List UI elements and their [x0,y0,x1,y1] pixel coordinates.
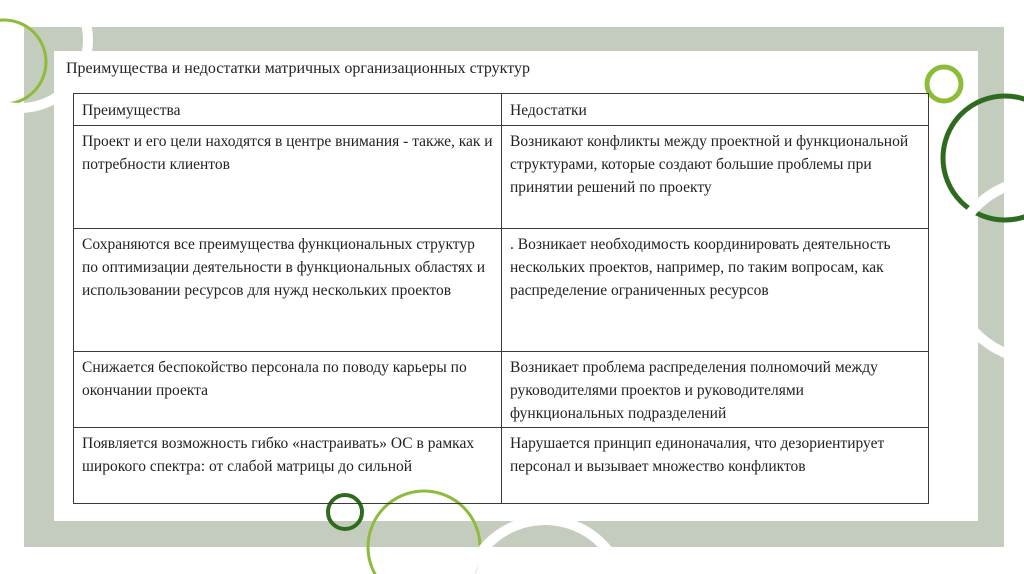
advantage-cell: Снижается беспокойство персонала по поводу карьеры по окончании проекта [74,352,502,428]
page-title: Преимущества и недостатки матричных организационных структур [66,60,531,77]
table-row [74,126,929,229]
comparison-table [73,93,929,504]
table-row [74,352,929,428]
advantage-cell: Сохраняются все преимущества функциональных структур по оптимизации деятельности в функциональных областях и использовании ресурсов для нужд нескольких проектов [74,229,502,352]
disadvantage-cell: Нарушается принцип единоначалия, что дезориентирует персонал и вызывает множество конфликтов [502,428,929,504]
table-row [74,428,929,504]
header-advantages: Преимущества [74,94,502,126]
disadvantage-cell: Возникают конфликты между проектной и функциональной структурами, которые создают большие проблемы при принятии решений по проекту [502,126,929,229]
disadvantage-cell: . Возникает необходимость координировать деятельность нескольких проектов, например, по таким вопросам, как распределение ограниченных ресурсов [502,229,929,352]
table-row [74,229,929,352]
advantage-cell: Появляется возможность гибко «настраивать» ОС в рамках широкого спектра: от слабой матрицы до сильной [74,428,502,504]
disadvantage-cell: Возникает проблема распределения полномочий между руководителями проектов и руководителями функциональных подразделений [502,352,929,428]
advantage-cell: Проект и его цели находятся в центре внимания - также, как и потребности клиентов [74,126,502,229]
table-header-row [74,94,929,126]
header-disadvantages: Недостатки [502,94,929,126]
